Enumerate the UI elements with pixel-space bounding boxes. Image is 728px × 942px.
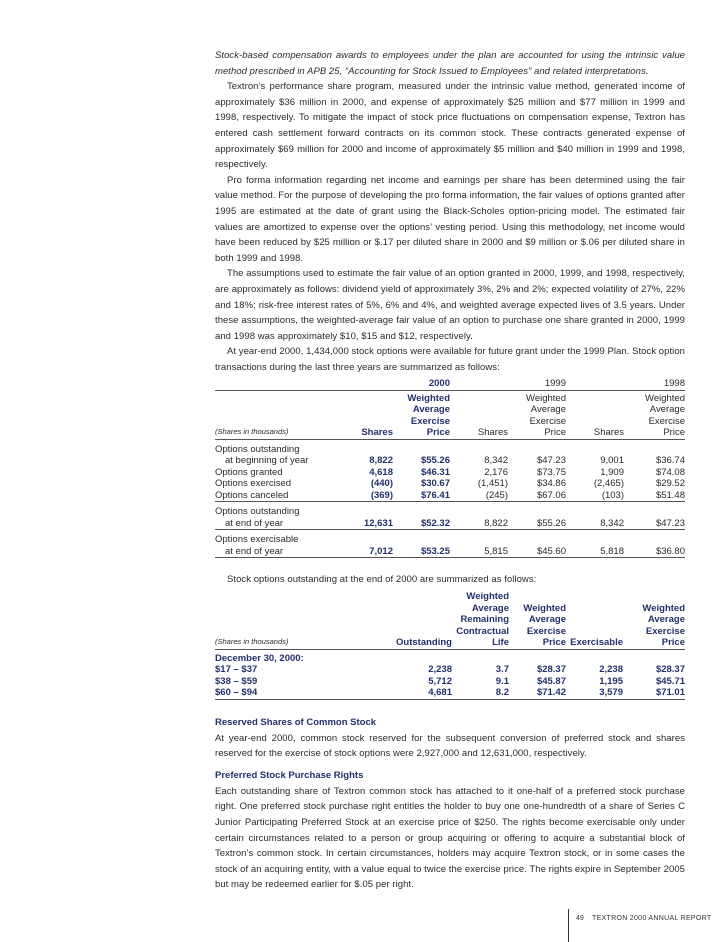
paragraph-assumptions: The assumptions used to estimate the fair value of an option granted in 2000, 1999, and 1998, respectively, are approximately as follows: dividend yield of approximately 3%, 2% and 2%; expected volatility of 27%, 22% and 18%; risk-free interest rates of 5%, 6% and 4%, and weighted average expected lives of 3.5 years. Under these assumptions, the weighted-average fair value of an option to purchase one share granted in 2000, 1999 and 1998 was approximately $10, $15 and $12, respectively. — [215, 268, 685, 342]
price-header-2000: Weighted Average Exercise Price — [407, 392, 450, 439]
shares-header-1999: Shares — [477, 427, 508, 439]
options-outstanding-table — [215, 591, 685, 700]
paragraph-intrinsic-value: Stock-based compensation awards to employees under the plan are accounted for using the intrinsic value method prescribed in APB 25, “Accounting for Stock Issued to Employees” and related interpretations. — [215, 50, 685, 77]
footer-divider — [568, 909, 569, 942]
shares-header-1998: Shares — [593, 427, 624, 439]
page-content — [215, 48, 685, 893]
price-header-1999: Weighted Average Exercise Price — [526, 392, 566, 439]
table-row: Options canceled (369) $76.41 (245) $67.06 (103) $51.48 — [215, 489, 685, 501]
table-row: at beginning of year 8,822 $55.26 8,342 $47.23 9,001 $36.74 — [225, 455, 685, 467]
table-row: Options granted 4,618 $46.31 2,176 $73.75 1,909 $74.08 — [215, 466, 685, 478]
life-header: Weighted Average Remaining Contractual Life — [456, 591, 509, 649]
date-label: December 30, 2000: — [215, 652, 304, 664]
exercisable-header: Exercisable — [570, 637, 623, 649]
paragraph-performance-share: Textron’s performance share program, measured under the intrinsic value method, generated income of approximately $36 million in 2000, and expense of approximately $25 million and $77 million in 1999 and 1998, respectively. To mitigate the impact of stock price fluctuations on compensation expense, Textron has entered cash settlement forward contracts on its common stock. These contracts generated expense of approximately $69 million for 2000 and income of approximately $5 million and $40 million in 1999 and 1998, respectively. — [215, 81, 685, 171]
year-1998-header: 1998 — [663, 378, 685, 390]
paragraph-reserved-shares: At year-end 2000, common stock reserved for the subsequent conversion of preferred stock and shares reserved for the exercise of stock options were 2,927,000 and 12,631,000, respectively. — [215, 732, 685, 760]
price-header-1998: Weighted Average Exercise Price — [645, 392, 685, 439]
exercisable-price-header: Weighted Average Exercise Price — [642, 602, 685, 649]
table-row: at end of year 7,012 $53.25 5,815 $45.60 5,818 $36.80 — [215, 546, 685, 558]
option-transactions-table — [215, 378, 685, 558]
page-number: 49 — [576, 915, 584, 922]
section-heading-reserved-shares: Reserved Shares of Common Stock — [215, 716, 377, 728]
paragraph-options-outstanding: Stock options outstanding at the end of 2000 are summarized as follows: — [227, 574, 537, 586]
table-row: $17 – $37 2,238 3.7 $28.37 2,238 $28.37 — [215, 664, 685, 676]
units-note: (Shares in thousands) — [215, 637, 289, 647]
report-title: TEXTRON 2000 ANNUAL REPORT — [592, 915, 712, 922]
section-heading-preferred-rights: Preferred Stock Purchase Rights — [215, 769, 364, 781]
row-label: Options outstanding — [215, 506, 300, 518]
page-footer — [568, 909, 728, 942]
paragraph-options-available: At year-end 2000, 1,434,000 stock options were available for future grant under the 1999 Plan. Stock option transactions during the last three years are summarized as follows: — [215, 346, 685, 373]
table-row: $38 – $59 5,712 9.1 $45.87 1,195 $45.71 — [215, 675, 685, 687]
paragraph-preferred-rights: Each outstanding share of Textron common stock has attached to it one-half of a preferred stock purchase right. One preferred stock purchase right entitles the holder to buy one one-hundredth of a share of Series C Junior Participating Preferred Stock at an exercise price of $250. The rights become exercisable only under certain circumstances related to a person or group acquiring or offering to acquire a substantial block of Textron’s common stock. In certain circumstances, holders may acquire Textron stock, or in some cases the stock of an acquiring entity, with a value equal to twice the exercise price. The rights expire in September 2005 but may be redeemed earlier for $.05 per right. — [215, 785, 685, 891]
year-2000-header: 2000 — [428, 378, 450, 390]
year-1999-header: 1999 — [544, 378, 566, 390]
units-note: (Shares in thousands) — [215, 427, 289, 437]
table-row: $60 – $94 4,681 8.2 $71.42 3,579 $71.01 — [215, 687, 685, 699]
price-header: Weighted Average Exercise Price — [523, 602, 566, 649]
outstanding-header: Outstanding — [396, 637, 452, 649]
paragraph-pro-forma: Pro forma information regarding net income and earnings per share has been determined using the fair value method. For the purpose of developing the pro forma information, the fair values of options granted after 1995 are estimated at the date of grant using the Black-Scholes option-pricing model. The estimated fair values are amortized to expense over the options’ vesting period. Using this methodology, net income would have been reduced by $25 million or $.17 per diluted share in 2000 and $9 million or $.06 per diluted share in both 1999 and 1998. — [215, 174, 685, 264]
table-row: at end of year 12,631 $52.32 8,822 $55.26 8,342 $47.23 — [215, 518, 685, 530]
shares-header-2000: Shares — [361, 427, 393, 439]
table-row: Options exercised (440) $30.67 (1,451) $34.86 (2,465) $29.52 — [215, 478, 685, 490]
row-label: Options outstanding — [215, 443, 300, 455]
row-label: Options exercisable — [215, 534, 299, 546]
